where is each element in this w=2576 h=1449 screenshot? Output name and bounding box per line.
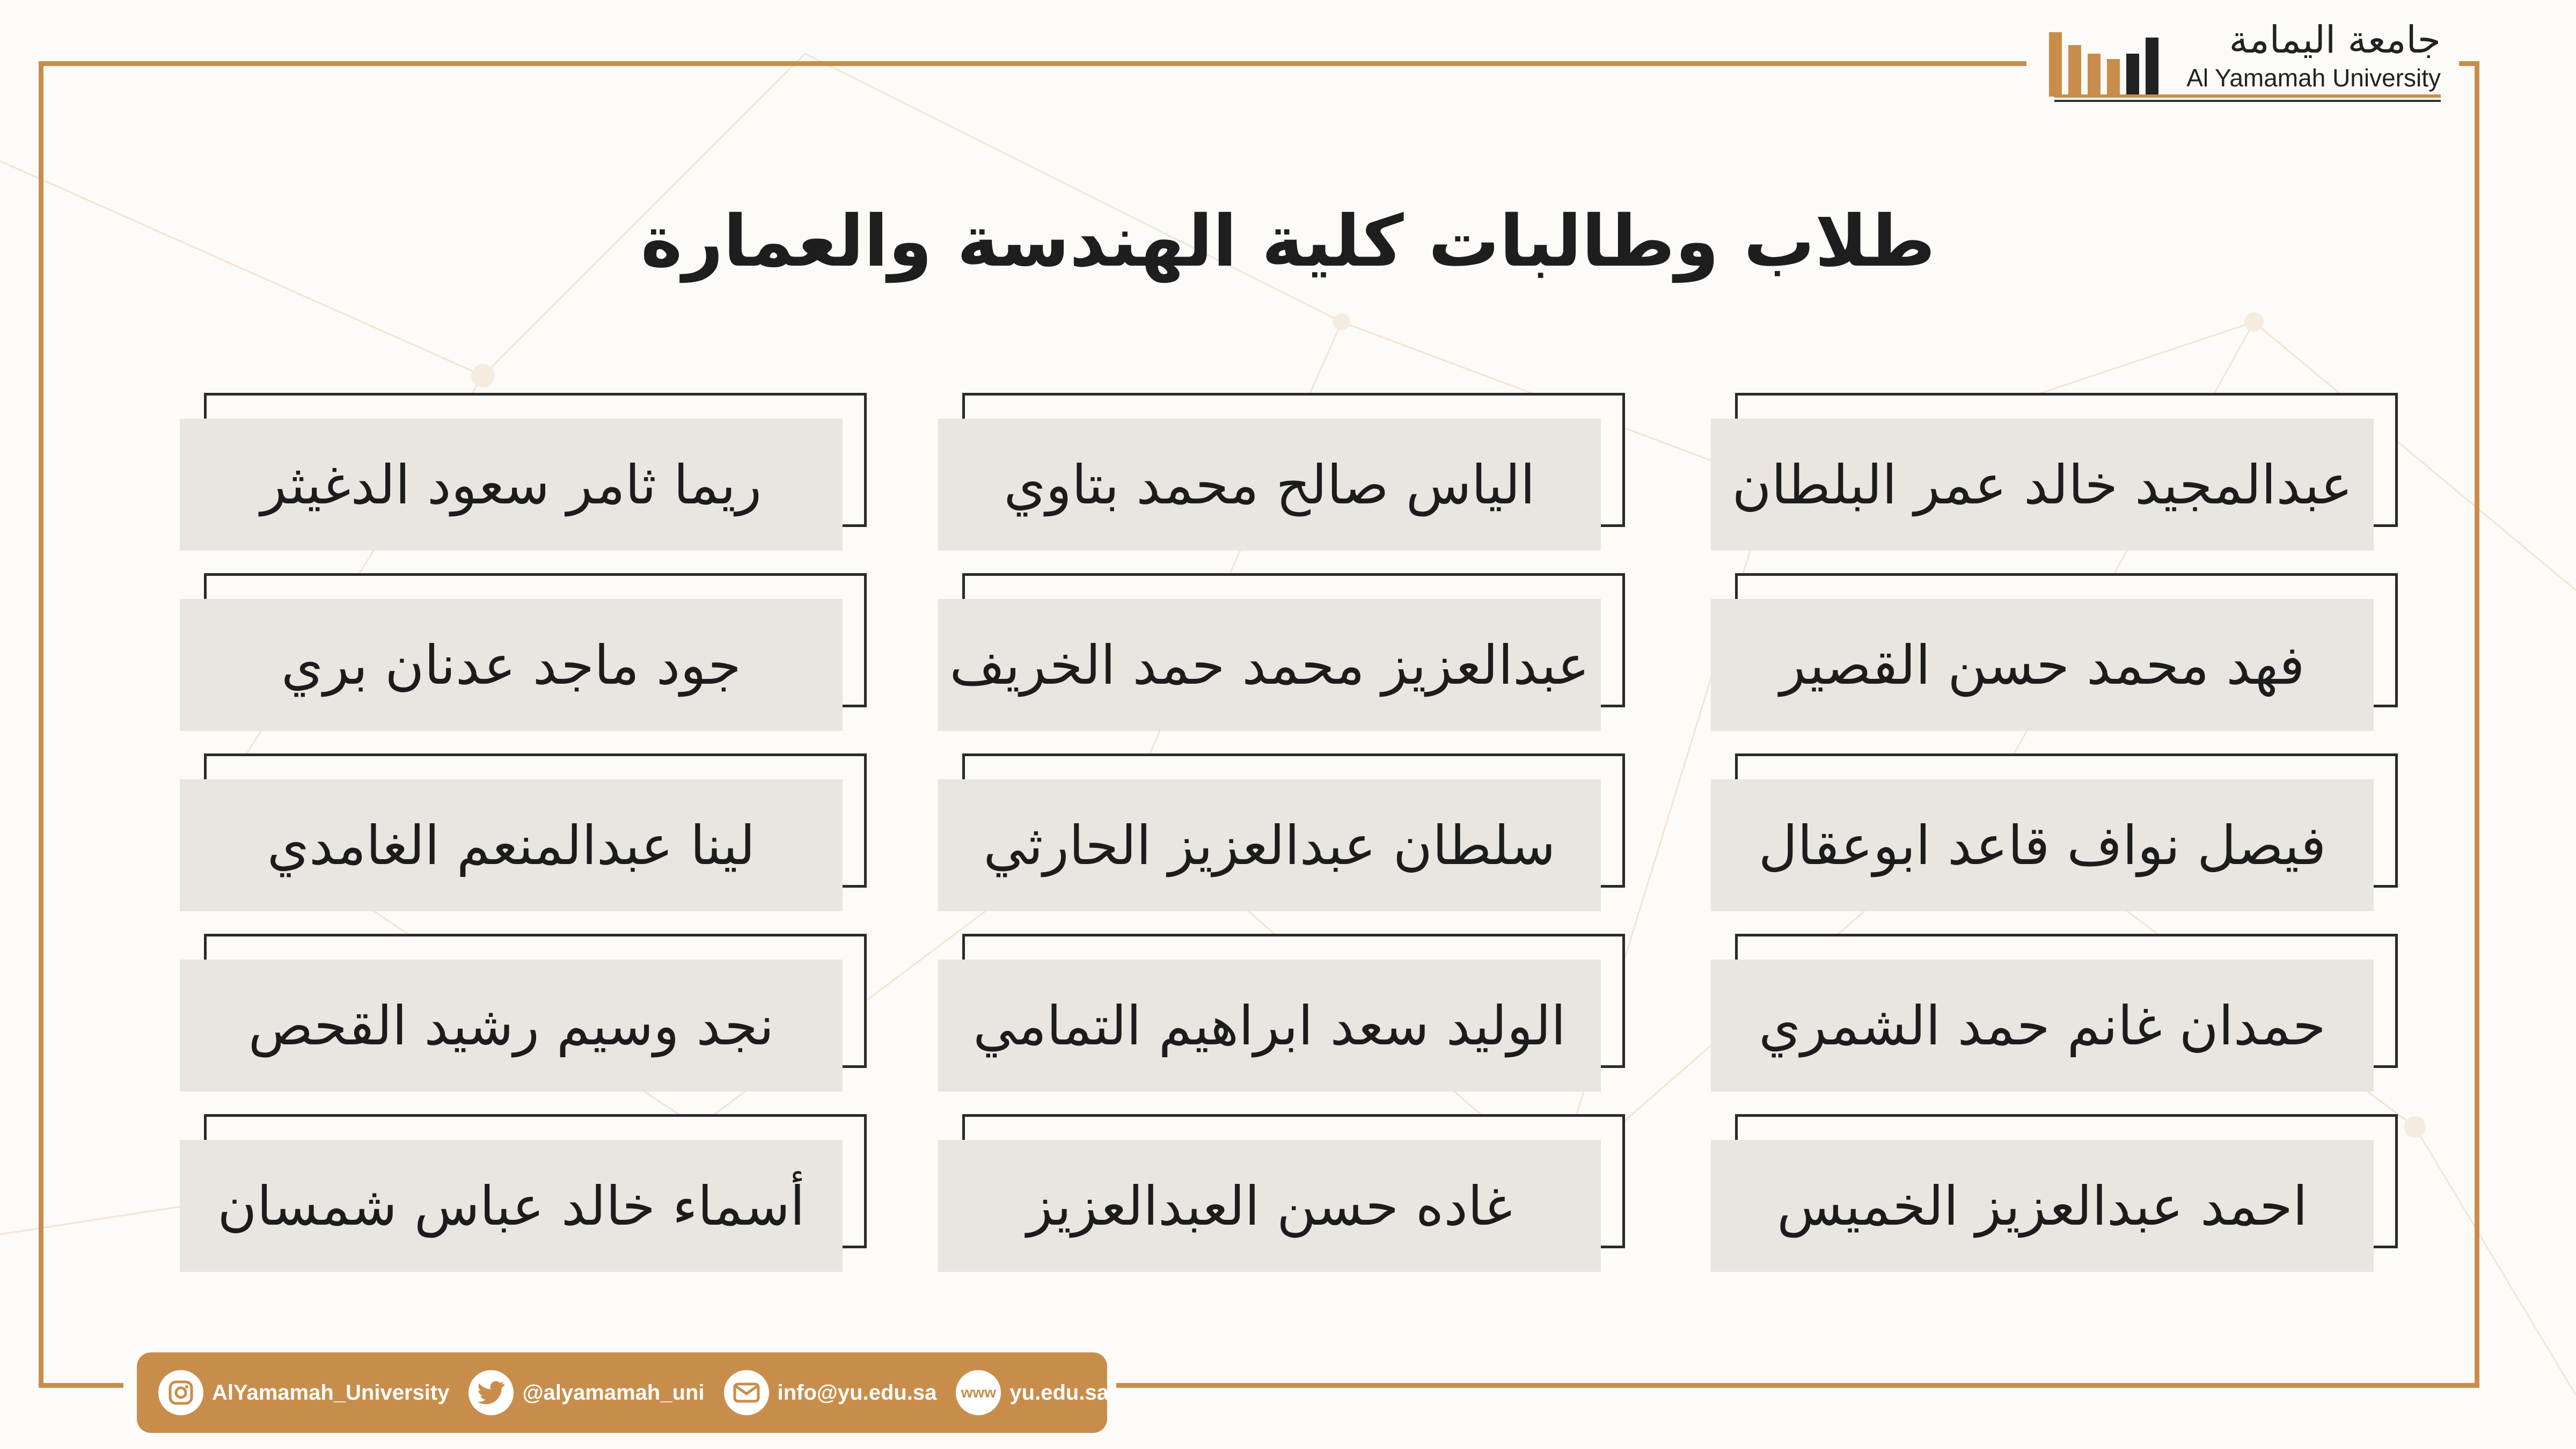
student-name: ريما ثامر سعود الدغيثر <box>260 453 762 516</box>
logo-underline <box>2054 94 2441 98</box>
www-label: www <box>961 1384 997 1401</box>
student-card <box>180 393 867 554</box>
student-card <box>1711 1114 2398 1275</box>
student-card <box>1711 393 2398 554</box>
email-link[interactable] <box>724 1370 937 1415</box>
contact-footer <box>137 1352 1107 1433</box>
student-card <box>180 934 867 1095</box>
student-name: حمدان غانم حمد الشمري <box>1759 994 2326 1057</box>
student-card <box>1711 573 2398 734</box>
logo-underline-dark <box>2054 100 2441 102</box>
student-card <box>938 393 1625 554</box>
student-card <box>938 934 1625 1095</box>
student-name: لينا عبدالمنعم الغامدي <box>267 814 756 877</box>
globe-www-icon <box>956 1370 1001 1415</box>
student-name: نجد وسيم رشيد القحص <box>248 994 774 1057</box>
student-name: جود ماجد عدنان بري <box>281 633 741 697</box>
logo-bars-icon <box>2049 21 2172 97</box>
website-link[interactable] <box>956 1370 1109 1415</box>
student-name: احمد عبدالعزيز الخميس <box>1777 1174 2308 1238</box>
twitter-icon <box>469 1370 514 1415</box>
page-title: طلاب وطالبات كلية الهندسة والعمارة <box>640 200 1936 283</box>
instagram-link[interactable] <box>158 1370 449 1415</box>
student-name: عبدالمجيد خالد عمر البلطان <box>1732 453 2353 516</box>
student-card <box>180 753 867 914</box>
student-card <box>1711 753 2398 914</box>
university-logo <box>2049 16 2441 102</box>
logo-arabic-name: جامعة اليمامة <box>2229 18 2441 62</box>
student-card <box>938 573 1625 734</box>
student-card <box>1711 934 2398 1095</box>
website-url: yu.edu.sa <box>1009 1380 1109 1404</box>
student-name: غاده حسن العبدالعزيز <box>1027 1174 1512 1238</box>
twitter-link[interactable] <box>469 1370 704 1415</box>
student-name: أسماء خالد عباس شمسان <box>217 1174 805 1238</box>
student-name: الوليد سعد ابراهيم التمامي <box>973 994 1566 1057</box>
student-card <box>938 753 1625 914</box>
student-name: فهد محمد حسن القصير <box>1780 633 2305 697</box>
email-icon <box>724 1370 769 1415</box>
logo-english-name: Al Yamamah University <box>2186 64 2441 92</box>
student-name: الياس صالح محمد بتاوي <box>1004 453 1535 516</box>
student-name: عبدالعزيز محمد حمد الخريف <box>949 633 1590 697</box>
student-card <box>180 1114 867 1275</box>
student-name: سلطان عبدالعزيز الحارثي <box>983 814 1556 877</box>
student-card <box>180 573 867 734</box>
instagram-icon <box>158 1370 203 1415</box>
instagram-handle: AlYamamah_University <box>212 1380 450 1404</box>
student-name: فيصل نواف قاعد ابوعقال <box>1758 814 2326 877</box>
student-card <box>938 1114 1625 1275</box>
twitter-handle: @alyamamah_uni <box>522 1380 705 1404</box>
email-address: info@yu.edu.sa <box>777 1380 937 1404</box>
